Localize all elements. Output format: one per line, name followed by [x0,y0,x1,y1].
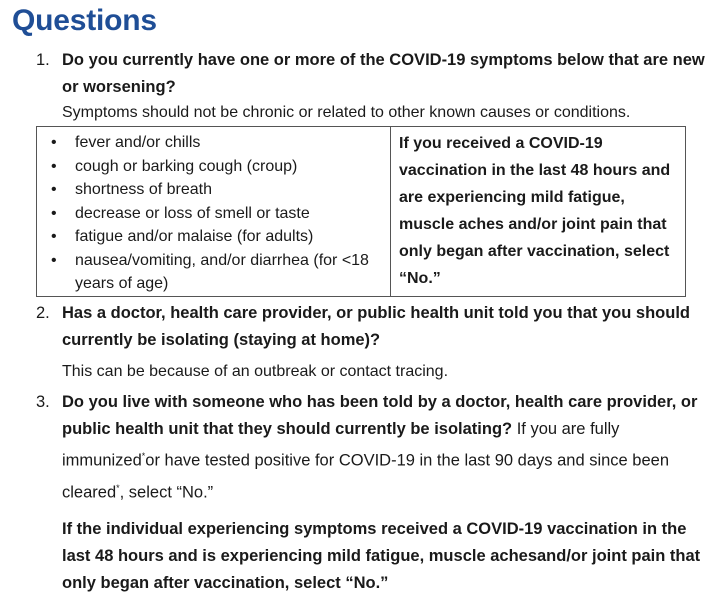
question-text: Has a doctor, health care provider, or public health unit told you that you should currently be isolating (staying at home)? [62,304,690,349]
list-item: • fever and/or chills [51,134,201,151]
question-note-end: , select “No.” [119,483,214,501]
question-number: 2. [36,304,50,322]
footnote-marker: * [116,482,120,493]
footnote-marker: * [141,451,146,461]
question-number: 3. [36,393,50,411]
question-number: 1. [36,51,50,69]
question-text: Do you live with someone who has been told by a doctor, health care provider, or public health unit that they should currently be isolating? [62,393,698,438]
list-item: • cough or barking cough (croup) [51,157,298,175]
list-item: • decrease or loss of smell or taste [51,204,310,222]
question-note: If you are fully immunized [62,420,620,470]
list-item: • shortness of breath [51,181,212,198]
question-note: This can be because of an outbreak or contact tracing. [62,363,449,380]
vaccination-note: If the individual experiencing symptoms received a COVID-19 vaccination in the last 48 hours and is experiencing mild fatigue, muscle achesand/or joint pain that only began after vaccination, select “No.” [62,520,701,592]
question-2 [36,300,710,385]
vaccination-note-cell: If you received a COVID-19 vaccination in the last 48 hours and are experiencing mild fatigue, muscle aches and/or joint pain that only began after vaccination, select “No.” [391,127,686,297]
question-note: Symptoms should not be chronic or related to other known causes or conditions. [62,104,631,121]
symptom-list [45,131,390,296]
question-text: Do you currently have one or more of the COVID-19 symptoms below that are new or worsening? [62,51,705,96]
symptom-table [36,126,686,297]
page-title: Questions [12,4,157,37]
question-note-continued: or have tested positive for COVID-19 in the last 90 days and since been cleared [62,451,670,501]
question-1 [36,47,710,126]
list-item: • fatigue and/or malaise (for adults) [51,228,314,245]
list-item: • nausea/vomiting, and/or diarrhea (for <18 years of age) [51,251,369,292]
symptom-list-cell [37,127,391,297]
question-3 [36,389,710,597]
